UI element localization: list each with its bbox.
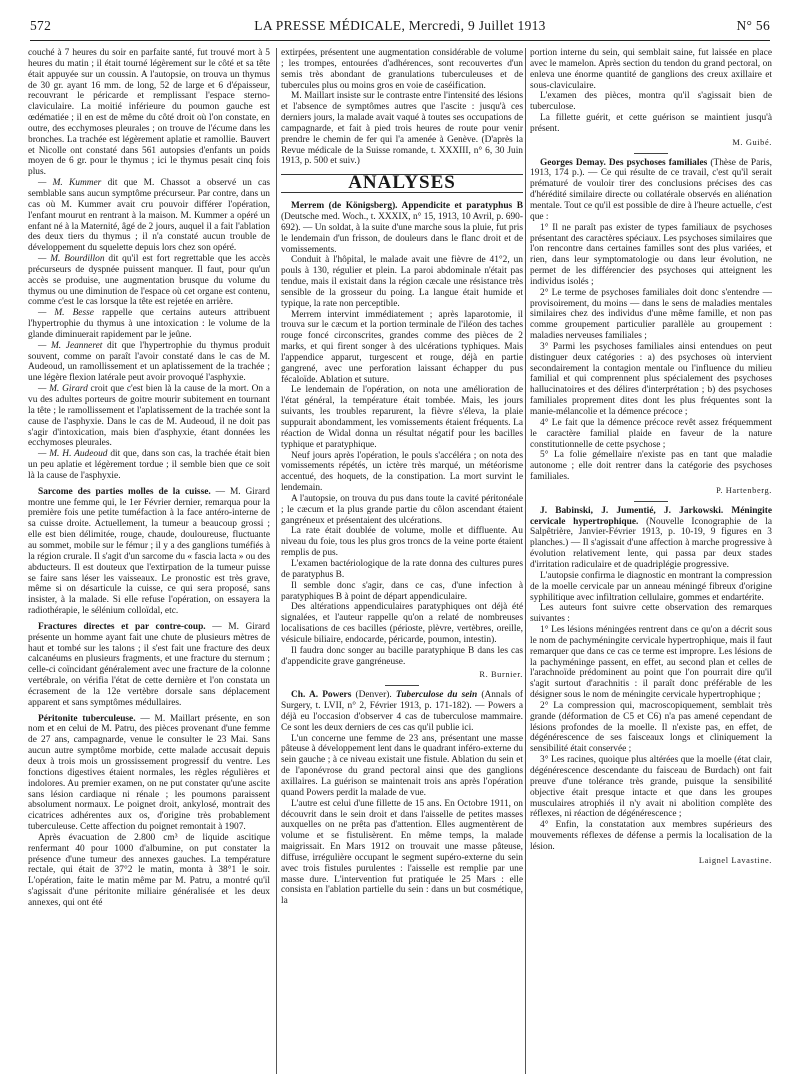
paragraph: L'examen bactériologique de la rate donna des cultures pures de paratyphus B. [281,558,523,580]
separator [634,501,668,502]
issue-number: N° 56 [736,18,770,33]
paragraph: 3° Les racines, quoique plus altérées que la moelle (état clair, dégénérescence descendante du faisceau de Burdach) ont fait preuve d'une tolérance très grande, puisque la sensibilité objective était presque intacte et que dans les groupes musculaires atrophiés il n'y avait ni abolition complète des réflexes, ni réaction de dégénérescence ; [530,755,772,820]
speaker-name: — M. Jeanneret [38,340,103,351]
subsection-title: Fractures directes et par contre-coup. [38,621,206,632]
paragraph: extirpées, présentent une augmentation considérable de volume ; les trompes, entourées d'adhérences, sont recouvertes d'un semis très abondant de granulations tuberculeuses et de tubercules plus ou moins gros en voie de caséification. [281,48,523,91]
journal-title: LA PRESSE MÉDICALE, Mercredi, 9 Juillet 1913 [254,18,546,33]
paragraph: — M. Kummer dit que M. Chassot a observé un cas semblable sans aucun symptôme précurseur. Par contre, dans un cas où M. Kummer avait cru pouvoir différer l'opération, l'enfant mourut en rentrant à la maison. M. Kummer a opéré un enfant né à la Maternité, âgé de 2 jours, auquel il a fait l'ablation des deux tiers du thymus ; il n'a constaté aucun trouble de développement du squelette depuis lors chez son opéré. [28,178,270,254]
article-heading: Merrem (de Königsberg). Appendicite et paratyphus B [291,201,523,212]
subsection-title: Sarcome des parties molles de la cuisse. [38,486,211,497]
paragraph: L'autre est celui d'une fillette de 15 ans. En Octobre 1911, on découvrit dans le sein droit et dans l'aisselle de petites masses auxquelles on ne prêta pas d'attention. Elles augmentèrent de volume et se fistulisèrent. En même temps, la malade maigrissait. En Mars 1912 on trouvait une masse pâteuse, diffuse, irrégulière occupant le segment supéro-externe du sein avec trois fistules purulentes : l'aisselle est remplie par une masse dure. L'intervention fut pratiquée le 25 Mars : elle consista en l'ablation partielle du sein : dans un but cosmétique, la [281,798,523,907]
paragraph: Merrem (de Königsberg). Appendicite et paratyphus B (Deutsche med. Woch., t. XXXIX, n° 15, 1913, 10 Avril, p. 690-692). — Un soldat, à la suite d'une marche sous la pluie, fut pris le lendemain d'un frisson, de douleurs dans le flanc droit et de vomissements. [281,201,523,255]
paragraph: Les auteurs font suivre cette observation des remarques suivantes : [530,603,772,625]
paragraph: 1° Il ne paraît pas exister de types familiaux de psychoses présentant des caractères spéciaux. Les psychoses similaires que l'on rencontre dans certaines familles sont des plus variées, et rien, dans leur symptomatologie ou dans leur évolution, ne permet de les différencier des psychoses qui atteignent les individus isolés ; [530,222,772,287]
paragraph: Des altérations appendiculaires paratyphiques ont déjà été signalées, et l'auteur rappelle qu'on a relaté de nombreuses localisations de ces bacilles (périoste, plèvre, vertèbres, oreille, vésicule biliaire, endocarde, péricarde, poumon, intestin). [281,602,523,645]
paragraph: Fractures directes et par contre-coup. — M. Girard présente un homme ayant fait une chute de plusieurs mètres de haut et tombé sur les talons ; il s'est fait une fracture des deux calcanéums en plusieurs fragments, et une fracture du sternum ; celle-ci coïncidant généralement avec une fracture de la colonne vertébrale, on vérifia l'état de cette dernière et l'on constata un écrasement de la 12e vertèbre dorsale sans déplacement apparent et sans symptômes médullaires. [28,621,270,708]
article-heading: Georges Demay. Des psychoses familiales [540,157,708,168]
paragraph: Après évacuation de 2.800 cm³ de liquide ascitique renfermant 40 pour 1000 d'albumine, on put constater la présence d'une tumeur des annexes gauches. La température rectale, qui était de 37°2 le matin, monta à 38°1 le soir. L'opération, faite le matin même par M. Patru, a montré qu'il s'agissait d'une péritonite miliaire généralisée et les deux annexes, qui ont été [28,832,270,908]
speaker-name: — M. Besse [38,308,94,319]
column-3 [530,48,772,1074]
paragraph: 3° Parmi les psychoses familiales ainsi entendues on peut distinguer deux catégories : a) des psychoses où intervient secondairement la contagion mentale ou l'influence du milieu familial et qui comprennent plus spécialement des psychoses hallucinatoires et des délires d'interprétation ; b) des psychoses familiales proprement dites dont les plus fréquentes sont la manie-mélancolie et la démence précoce ; [530,341,772,417]
paragraph: Le lendemain de l'opération, on nota une amélioration de l'état général, la température était tombée. Mais, les jours suivants, les troubles reparurent, la fièvre s'éleva, la plaie suppurait abondamment, les vomissements étaient fréquents. La réaction de Widal donna un résultat négatif pour les bacilles typhique et paratyphique. [281,385,523,450]
separator [634,153,668,154]
speaker-name: — M. H. Audeoud [38,449,108,460]
paragraph: Neuf jours après l'opération, le pouls s'accéléra ; on nota des vomissements répétés, un ictère très marqué, un météorisme accentué, des hoquets, de la constipation. La mort survint le lendemain. [281,450,523,494]
header-rule [30,40,770,41]
paragraph: 1° Les lésions méningées rentrent dans ce qu'on a décrit sous le nom de pachyméningite cervicale hypertrophique, mais il faut remarquer que dans ce cas ce terme est impropre. Les lésions de la pachyméninge passent, en effet, au second plan et celles de l'arachnoïde prédominent au point que l'on pourrait dire qu'il s'agit surtout d'arachnitis : il paraît donc préférable de les désigner sous le nom de méningite cervicale hypertrophique ; [530,625,772,701]
paragraph: La fillette guérit, et cette guérison se maintient jusqu'à présent. [530,113,772,134]
paragraph: A l'autopsie, on trouva du pus dans toute la cavité péritonéale ; le cæcum et la plus grande partie du côlon ascendant étaient gangréneux et présentaient des ulcérations. [281,493,523,526]
article-heading: J. Babinski, J. Jumentié, J. Jarkowski. Méningite cervicale hypertrophique. [530,505,772,527]
paragraph: Il semble donc s'agir, dans ce cas, d'une infection à paratyphiques B à point de départ appendiculaire. [281,580,523,602]
subsection-title: Péritonite tuberculeuse. [38,713,136,724]
page-number: 572 [30,18,52,33]
paragraph: L'un concerne une femme de 23 ans, présentant une masse pâteuse à développement lent dans le quadrant inféro-externe du sein gauche ; à ce niveau existait une fistule. Ablation du sein et de l'aponévrose du grand pectoral ainsi que des ganglions axillaires. La guérison se maintenait trois ans après l'opération quand Powers perdit la malade de vue. [281,733,523,798]
paragraph: couché à 7 heures du soir en parfaite santé, fut trouvé mort à 5 heures du matin ; il était tourné légèrement sur le côté et sa tête était appuyée sur un coussin. A l'autopsie, on trouva un thymus de 30 gr. ayant 16 mm. de long, 52 de large et 6 d'épaisseur, recouvrant le péricarde et remplissant l'espace sterno-claviculaire. La moitié inférieure du poumon gauche est œdématiée ; il en est de même du côté droit où l'on constate, en outre, des ecchymoses pleurales ; on trouve de l'écume dans les bronches. La trachée est légèrement aplatie et ramollie. Bauvert et Nicolle ont constaté dans 561 autopsies d'enfants un poids moyen de 6 gr. pour le thymus ; ici le thymus pesait cinq fois plus. [28,48,270,178]
author-signature: P. Hartenberg. [716,485,772,495]
paragraph: L'examen des pièces, montra qu'il s'agissait bien de tuberculose. [530,91,772,113]
paragraph: Péritonite tuberculeuse. — M. Maillart présente, en son nom et en celui de M. Patru, des pièces provenant d'une femme de 27 ans, campagnarde, venue le consulter le 23 Mai. Sans aucun autre symptôme morbide, cette malade accusait depuis deux à trois mois un grossissement progressif du ventre. Les fonctions digestives étaient normales, les règles régulières et indolores. Au premier examen, on ne put constater qu'une ascite sans lésion cardiaque ni rénale ; les poumons paraissent absolument normaux. Le poignet droit, ankylosé, montrait des cicatrices adhérentes aux os, d'origine très probablement tuberculeuse. Cette affection du poignet remontait à 1907. [28,713,270,833]
paragraph: La rate était doublée de volume, molle et diffluente. Au niveau du foie, tous les plus gros troncs de la veine porte étaient remplis de pus. [281,526,523,559]
speaker-name: — M. Bourdillon [38,254,105,265]
article-heading: Ch. A. Powers [291,690,352,701]
paragraph: 2° La compression qui, macroscopiquement, semblait très grande (déformation de C5 et C6) n'a pas amené cependant de lésions profondes de la moelle. Il n'existe pas, en effet, de dégénérescence de ses faisceaux longs et cliniquement la sensibilité était conservée ; [530,700,772,755]
paragraph: M. Maillart insiste sur le contraste entre l'intensité des lésions et l'absence de symptômes autres que l'ascite : jusqu'à ces derniers jours, la malade avait vaqué à toutes ses occupations de campagnarde, et fait à pied trois heures de route pour venir prendre le chemin de fer qui l'a amenée à Genève. (D'après la Revue médicale de la Suisse romande, t. XXXIII, n° 6, 30 Juin 1913, p. 500 et suiv.) [281,91,523,167]
speaker-name: — M. Kummer [38,178,102,189]
paragraph: 4° Le fait que la démence précoce revêt assez fréquemment le caractère familial plaide en faveur de la nature constitutionnelle de cette psychose ; [530,417,772,450]
column-divider [525,48,526,1074]
separator [385,685,419,686]
paragraph: — M. Girard croit que c'est bien là la cause de la mort. On a vu des adultes porteurs de goitre mourir subitement en tournant la tête ; le ramollissement et l'aplatissement de la trachée sont la cause de l'asphyxie. Dans le cas de M. Audeoud, il ne doit pas s'agir d'intoxication, mais bien d'asphyxie, étant données les ecchymoses pleurales. [28,384,270,449]
author-signature: Laignel Lavastine. [698,855,772,865]
article-title: Tuberculose du sein [395,690,478,701]
column-1 [28,48,270,1074]
author-signature: M. Guibé. [732,137,772,147]
paragraph: 5° La folie gémellaire n'existe pas en tant que maladie autonome ; elle doit rentrer dans la catégorie des psychoses familiales. [530,450,772,483]
paragraph: — M. H. Audeoud dit que, dans son cas, la trachée était bien un peu aplatie et légèrement tordue ; il semble bien que ce soit là la cause de l'asphyxie. [28,449,270,481]
paragraph: — M. Jeanneret dit que l'hypertrophie du thymus produit souvent, comme on paraît l'avoir constaté dans le cas de M. Audeoud, un ramollissement et un aplatissement de la trachée ; une légère flexion latérale peut avoir provoqué l'asphyxie. [28,340,270,384]
paragraph: L'autopsie confirma le diagnostic en montrant la compression de la moelle cervicale par un anneau méningé fibreux d'origine syphilitique avec infiltration cellulaire, gommes et endartérite. [530,570,772,603]
running-header [30,18,770,36]
paragraph: Sarcome des parties molles de la cuisse. — M. Girard montre une femme qui, le 1er Février dernier, remarqua pour la première fois une petite tuméfaction à la face antéro-interne de sa cuisse droite. Actuellement, la tumeur a beaucoup grossi ; elle est bien délimitée, rouge, chaude, douloureuse, fluctuante au sommet, mobile sur le fémur ; il y a des ganglions tuméfiés à la région crurale. Il s'agit d'un sarcome du « fascia lacta » ou des abducteurs. Il est douteux que l'extirpation de la tumeur puisse se faire sans léser les vaisseaux. Le pronostic est très grave, même si on désarticule la cuisse, ce qui sera proposé, sans insister, à la malade. Si elle refuse l'opération, on essayera la radiothérapie, le sélénium colloïdal, etc. [28,486,270,617]
column-2 [281,48,523,1074]
paragraph: Conduit à l'hôpital, le malade avait une fièvre de 41°2, un pouls à 130, régulier et plein. La paroi abdominale n'était pas tendue, mais il existait dans la région cæcale une résistance très sensible de la grosseur du poing. La langue était humide et typique, la rate non perceptible. [281,255,523,309]
paragraph: 4° Enfin, la constatation aux membres supérieurs des mouvements réflexes de défense a permis la localisation de la lésion. [530,820,772,852]
paragraph: — M. Bourdillon dit qu'il est fort regrettable que les accès précurseurs de dyspnée puissent manquer. Il faut, pour qu'un accès se produise, une augmentation brusque du volume du thymus ou une diminution de l'espace où cet organe est contenu, comme c'est le cas lorsque la tête est rejetée en arrière. [28,254,270,308]
paragraph: — M. Besse rappelle que certains auteurs attribuent l'hypertrophie du thymus à une intoxication : le volume de la glande diminuerait rapidement par le jeûne. [28,308,270,340]
paragraph: Il faudra donc songer au bacille paratyphique B dans les cas d'appendicite grave gangréneuse. [281,645,523,667]
column-divider [276,48,277,1074]
paragraph: portion interne du sein, qui semblait saine, fut laissée en place avec le mamelon. Après section du tendon du grand pectoral, on enleva une énorme quantité de ganglions des creux axillaire et sous-claviculaire. [530,48,772,91]
paragraph: J. Babinski, J. Jumentié, J. Jarkowski. Méningite cervicale hypertrophique. (Nouvelle Iconographie de la Salpêtrière, Janvier-Février 1913, p. 10-19, 9 figures en 3 planches.) — Il s'agissait d'une affection à marche progressive à évolution relativement lente, qui passa par deux stades d'irritation radiculaire et de quadriplégie progressive. [530,505,772,570]
paragraph: 2° Le terme de psychoses familiales doit donc s'entendre — provisoirement, du moins — dans le sens de maladies mentales similaires chez des individus d'une même famille, et non pas comme groupement particulier parallèle au groupement : maladies nerveuses familiales ; [530,287,772,342]
section-title: ANALYSES [281,174,523,193]
paragraph: Georges Demay. Des psychoses familiales (Thèse de Paris, 1913, 174 p.). — Ce qui résulte de ce travail, c'est qu'il serait prématuré de vouloir tirer des conclusions précises des cas d'hérédité similaire directe ou collatérale observés en aliénation mentale. Tout ce qu'il est possible de dire à l'heure actuelle, c'est que : [530,157,772,222]
speaker-name: — M. Girard [38,384,88,395]
author-signature: R. Burnier. [479,670,523,680]
paragraph: Ch. A. Powers (Denver). Tuberculose du sein (Annals of Surgery, t. LVII, n° 2, Février 1913, p. 171-182). — Powers a déjà eu l'occasion d'observer 4 cas de tuberculose mammaire. Ce sont les deux derniers de ces cas qu'il publie ici. [281,690,523,733]
paragraph: Merrem intervint immédiatement ; après laparotomie, il trouva sur le cæcum et la portion terminale de l'iléon des taches rouge foncé circonscrites, grandes comme des pièces de 2 marks, et qui firent songer à des ulcérations typhiques. Mais l'appendice apparut, turgescent et rouge, déjà en partie gangrené, avec une perforation laissant échapper du pus fécaloïde. Ablation et suture. [281,309,523,385]
